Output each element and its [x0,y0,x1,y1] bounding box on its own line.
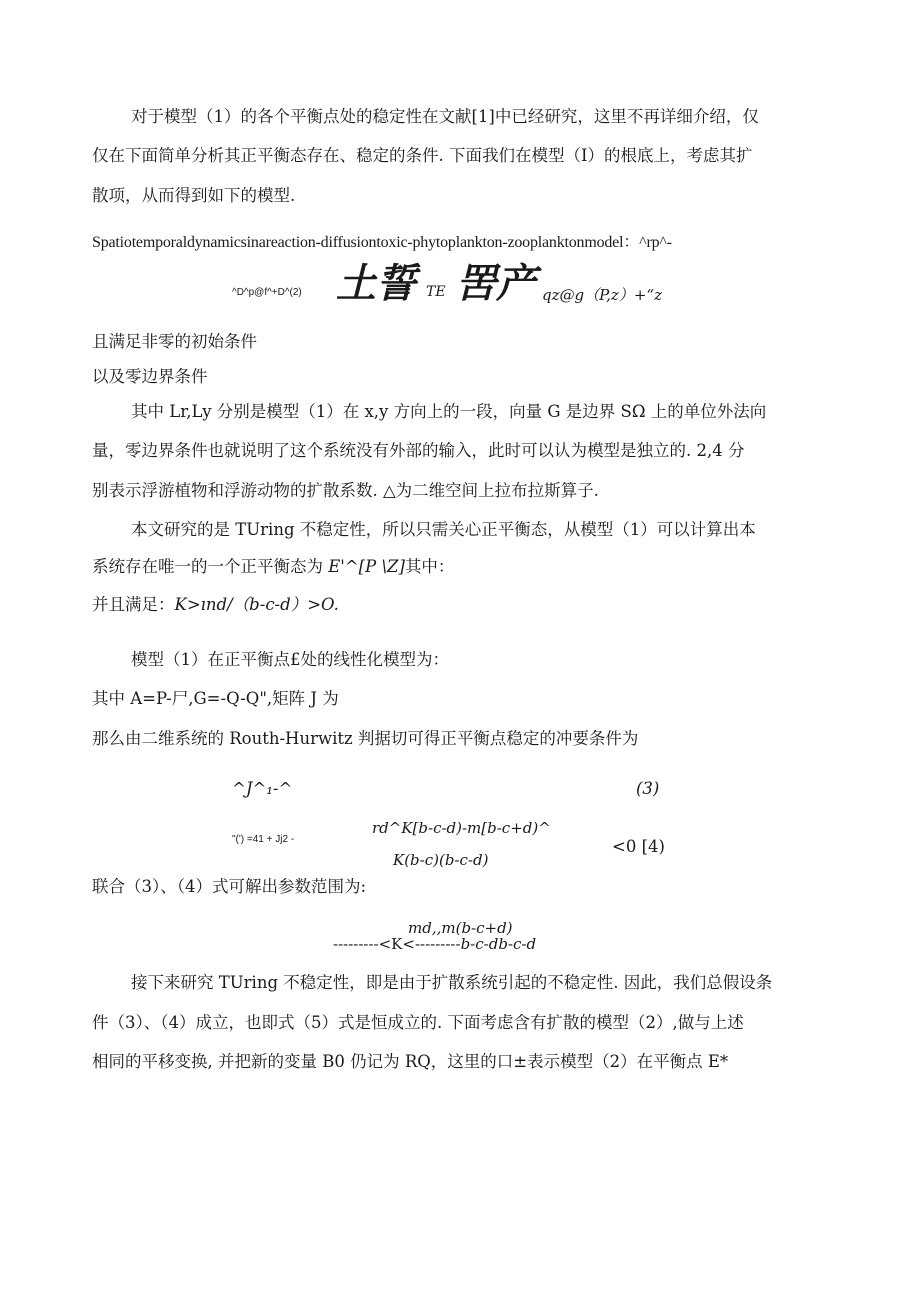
paragraph-3-line-2 [92,557,454,577]
paragraph-3-line-2-tail: 其中： [404,557,455,576]
equation-4-left: "(') =41 + Jj2 - [232,834,295,845]
paragraph-2-line-2: 量，零边界条件也就说明了这个系统没有外部的输入，此时可以认为模型是独立的. 2,4 分 [92,441,745,460]
paragraph-4-line-2: 件（3）、（4）成立，也即式（5）式是恒成立的. 下面考虑含有扩散的模型（2）,做与上述 [92,1013,744,1032]
range-denominators: b-c-db-c-d [460,935,537,953]
equation-4-denominator: K(b-c)(b-c-d) [393,851,489,869]
condition-line [92,595,339,615]
condition-prefix: 并且满足： [92,595,175,614]
condition-expression: K>ınd/（b-c-d）>O. [174,595,339,614]
equation-2-big-1: 土誓 [336,260,416,307]
equation-3: ^J^₁-^ [232,779,293,798]
matrix-line: 其中 A=P-尸,G=-Q-Q",矩阵 J 为 [92,689,339,708]
initial-condition: 且满足非零的初始条件 [92,332,257,351]
model-heading: Spatiotemporaldynamicsinareaction-diffusiontoxic-phytoplankton-zooplanktonmodel：^rp^- [92,234,672,251]
linearized-model: 模型（1）在正平衡点£处的线性化模型为： [131,650,449,669]
paragraph-4-line-3: 相同的平移变换, 并把新的变量 B0 仍记为 RQ，这里的口±表示模型（2）在平衡点 E* [92,1052,729,1071]
equation-2-mid: TE [426,284,446,300]
paragraph-1-line-1: 对于模型（1）的各个平衡点处的稳定性在文献[1]中已经研究，这里不再详细介绍，仅 [131,107,759,126]
paragraph-3-line-1: 本文研究的是 TUring 不稳定性，所以只需关心正平衡态，从模型（1）可以计算出本 [131,520,756,539]
equation-4-numerator: rd^K[b-c-d)-m[b-c+d)^ [372,819,551,837]
equation-2-right: qz@g（P,z）+“z [542,286,662,304]
paragraph-2-line-3: 别表示浮游植物和浮游动物的扩散系数. △为二维空间上拉布拉斯算子. [92,481,599,500]
equation-2-left: ^D^p@f^+D^(2) [232,287,302,298]
routh-hurwitz-line: 那么由二维系统的 Routh-Hurwitz 判据切可得正平衡点稳定的冲要条件为 [92,729,639,748]
range-bottom [333,934,536,954]
equation-4-right: <0 [4) [612,837,665,856]
paragraph-4-line-1: 接下来研究 TUring 不稳定性，即是由于扩散系统引起的不稳定性. 因此，我们总假设条 [131,973,773,992]
equation-2-big-2: 罟产 [456,260,536,307]
equilibrium-expression: E'^[P \Z] [328,557,405,576]
combine-line: 联合（3）、（4）式可解出参数范围为: [92,877,367,896]
paragraph-2-line-1: 其中 Lr,Ly 分别是模型（1）在 x,y 方向上的一段，向量 G 是边界 SΩ 上的单位外法向 [131,402,767,421]
range-inequality: ---------<K<--------- [333,935,461,953]
range-top: md,,m(b-c+d) [408,919,513,937]
paragraph-1-line-3: 散项，从而得到如下的模型. [92,186,296,205]
paragraph-1-line-2: 仅在下面简单分析其正平衡态存在、稳定的条件. 下面我们在模型（I）的根底上，考虑其扩 [92,146,753,165]
paragraph-3-line-2-text: 系统存在唯一的一个正平衡态为 [92,557,329,576]
equation-3-label: (3) [636,779,660,798]
boundary-condition: 以及零边界条件 [92,367,208,386]
